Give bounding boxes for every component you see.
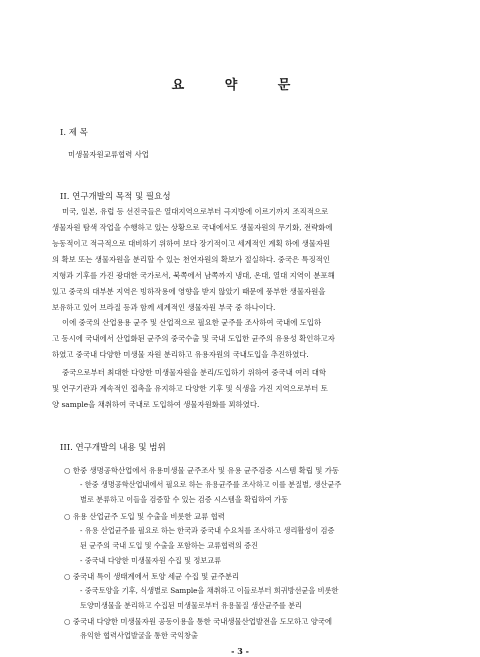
para1-line: 생물자원 탐색 작업을 수행하고 있는 상황으로 국내에서도 생물자원의 무기화, 전략화에 [52,223,333,232]
list-item [64,616,332,627]
sub-item: - 중국토양을 기후, 식생별로 Sample을 채취하고 이들로부터 희귀방선균을 비롯한 [80,586,339,595]
list-item-text: 중국내 특이 생태계에서 토양 세균 수집 및 균주분리 [72,572,240,581]
sub-item: 토양미생물을 분리하고 수집된 미생물로부터 유용물질 생산균주를 분리 [80,601,303,610]
para1-line: 능동적이고 적극적으로 대비하기 위하여 보다 장기적이고 세계적인 계획 하에 생물자원 [52,239,331,248]
bullet-circle-icon: ○ [64,512,71,521]
para1-line: 의 확보 또는 생물자원을 분리할 수 있는 천연자원의 확보가 절실하다. 중국은 특징적인 [52,255,331,264]
section1-heading: I. 제 목 [60,128,88,138]
section3-heading: III. 연구개발의 내용 및 범위 [60,443,166,453]
list-item-text: 한중 생명공학산업에서 유용미생물 균주조사 및 유용 균주검증 시스템 확립 및 가동 [72,466,340,475]
list-item [64,511,225,522]
list-item [64,571,239,582]
sub-item: 유익한 협력사업발굴을 통한 국익창출 [80,631,198,640]
para2-line: 하였고 중국내 다양한 미생물 자원 분리하고 유용자원의 국내도입을 추진하였다. [52,350,309,359]
para1-line: 있고 중국의 대부분 지역은 빙하작용에 영향을 받지 않았기 때문에 풍부한 생물자원을 [52,287,326,296]
para2-line: 이에 중국의 산업용용 균주 및 산업적으로 필요한 균주를 조사하여 국내에 도입하 [62,318,322,327]
list-item [64,465,339,476]
sub-item: 된 균주의 국내 도입 및 수출을 포함하는 교류협력의 증진 [80,541,258,550]
bullet-circle-icon: ○ [64,466,71,475]
para3-line: 양 sample을 채취하여 국내로 도입하여 생물자원화를 꾀하였다. [52,400,260,409]
para3-line: 중국으로부터 최대한 다양한 미생물자원을 분리/도입하기 위하여 중국내 여러 대학 [62,368,327,377]
section2-para1 [52,204,430,316]
para2-line: 고 동시에 국내에서 산업화된 균주의 중국수출 및 국내 도입한 균주의 유용성 확인하고자 [52,334,335,343]
sub-item: - 유용 산업균주를 필요로 하는 한국과 중국내 수요처를 조사하고 생리활성이 검증 [80,526,335,535]
para1-line: 보유하고 있어 브라질 등과 함께 세계적인 생물자원 부국 중 하나이다. [52,303,276,312]
list-item-text: 중국내 다양한 미생물자원 공동이용을 통한 국내생물산업발전을 도모하고 양국에 [72,617,332,626]
page-title: 요 약 문 [171,78,309,93]
bullet-circle-icon: ○ [64,572,71,581]
list-item-text: 유용 산업균주 도입 및 수출을 비롯한 교류 협력 [72,512,225,521]
section2-para2 [52,315,430,363]
section1-content: 미생물자원교류협력 사업 [68,150,149,159]
bullet-circle-icon: ○ [64,617,71,626]
section2-para3 [52,365,430,413]
para1-line: 지형과 기후를 가진 광대한 국가로서, 북쪽에서 남쪽까지 냉대, 온대, 열대 지역이 분포해 [52,271,335,280]
page-number: - 3 - [231,646,249,656]
sub-item: 별로 분류하고 이들을 검증할 수 있는 검증 시스템을 확립하여 가동 [80,495,289,504]
sub-item: - 중국내 다양한 미생물자원 수집 및 정보교류 [80,556,222,565]
para3-line: 및 연구기관과 계속적인 접촉을 유지하고 다양한 기후 및 식생을 가진 지역으로부터 토 [52,384,328,393]
para1-line: 미국, 일본, 유럽 등 선진국들은 열대지역으로부터 극지방에 이르기까지 조직적으로 [62,207,329,216]
sub-item: - 한중 생명공학산업내에서 필요로 하는 유용균주를 조사하고 이를 분질별, 생산균주 [80,480,342,489]
section2-heading: II. 연구개발의 목적 및 필요성 [60,192,171,202]
